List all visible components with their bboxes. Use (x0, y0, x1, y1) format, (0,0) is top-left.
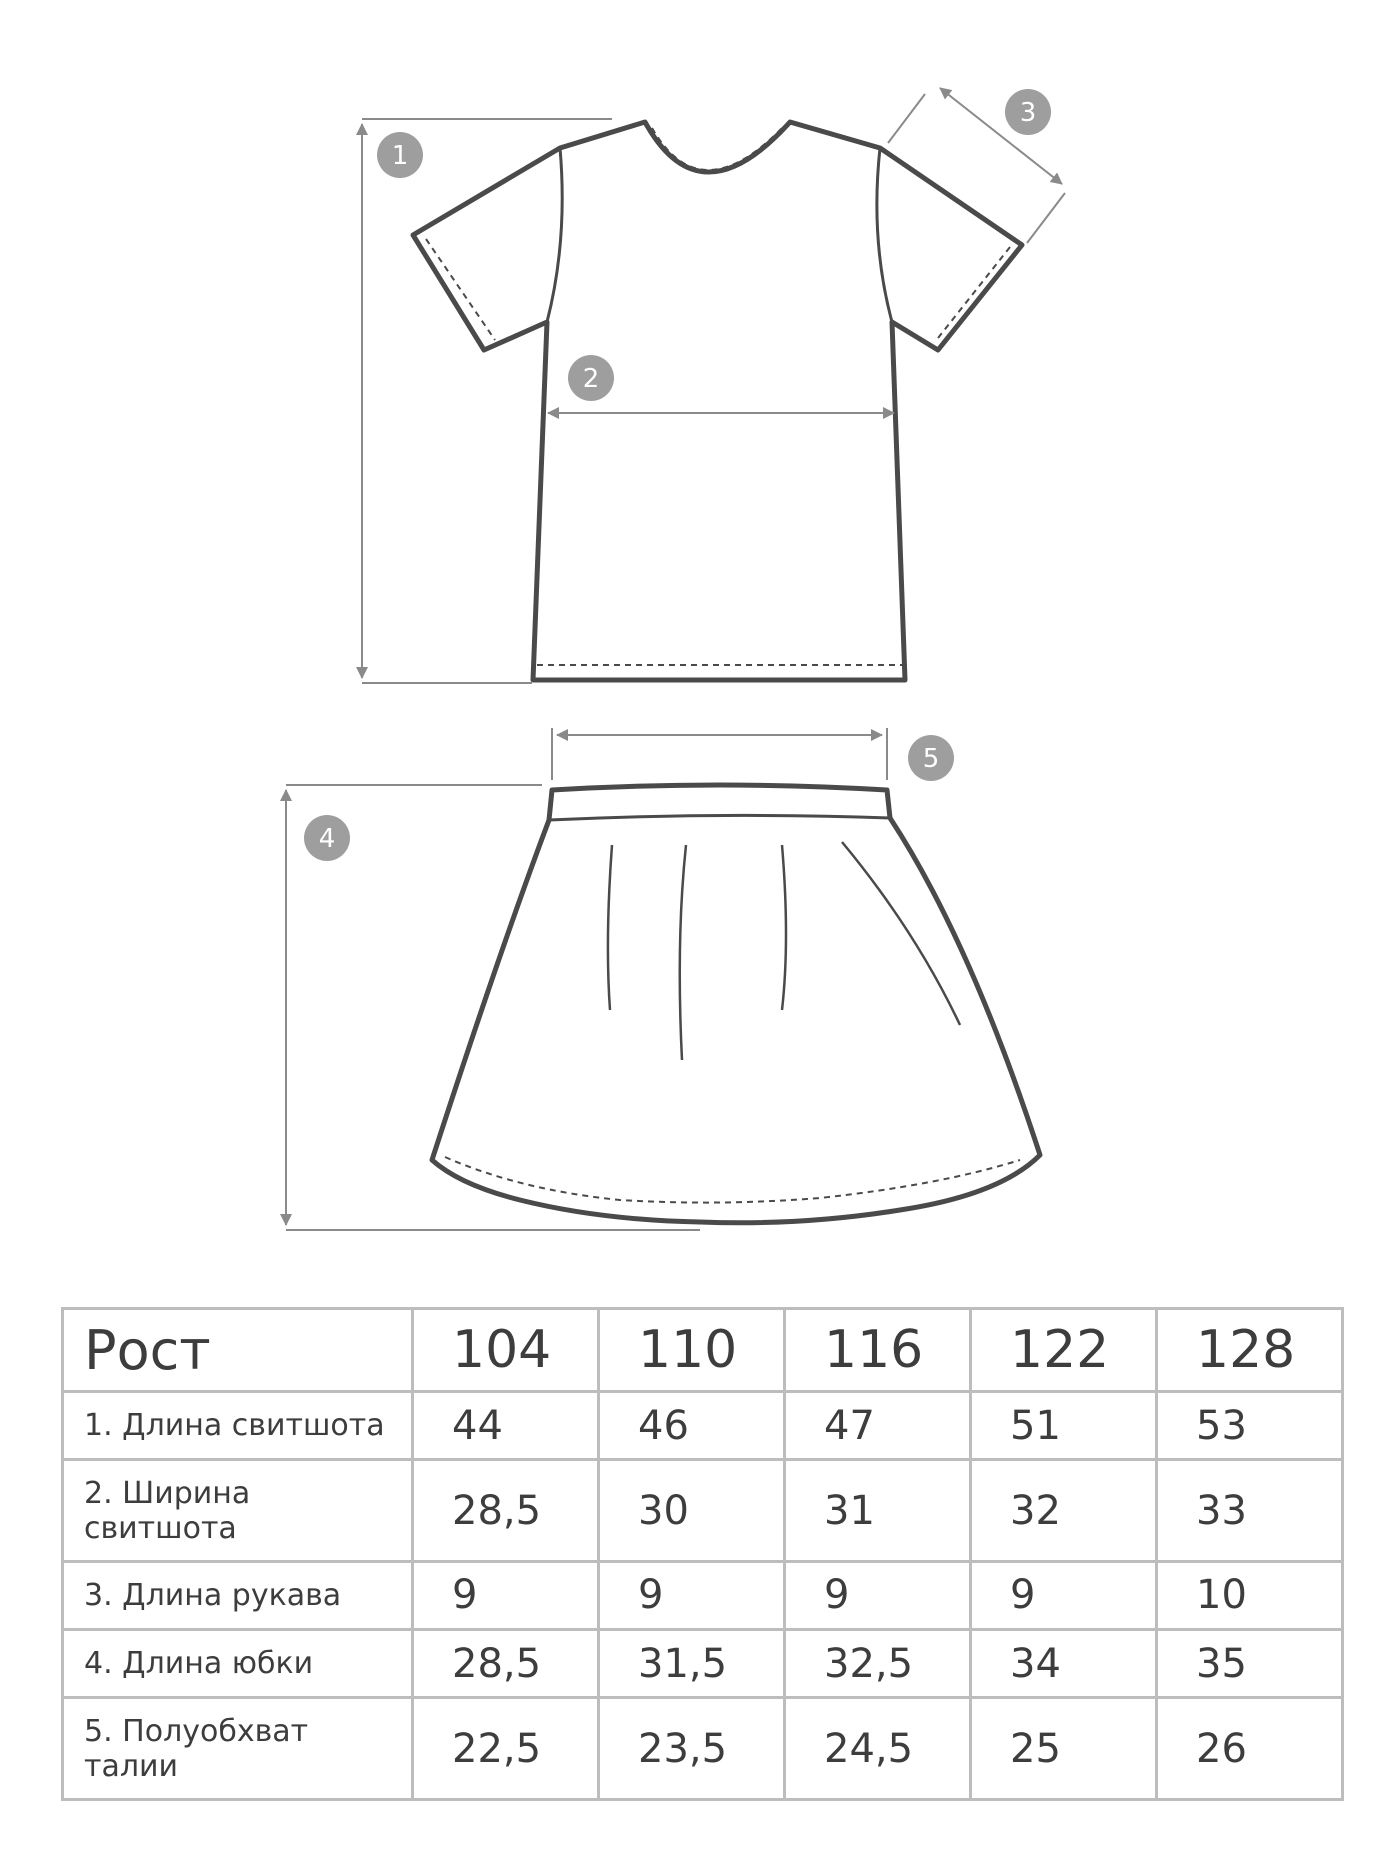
callout-3 (1005, 89, 1051, 135)
table-row (63, 1392, 1343, 1460)
skirt-drawing (432, 785, 1040, 1223)
measure-3-ext-bottom (1027, 193, 1065, 243)
svg-text:2: 2 (582, 364, 600, 394)
table-cell: 9 (599, 1561, 785, 1629)
table-cell: 53 (1157, 1392, 1343, 1460)
svg-text:5: 5 (922, 744, 940, 774)
measure-3-ext-top (888, 94, 925, 143)
table-cell: 47 (785, 1392, 971, 1460)
table-cell: 30 (599, 1460, 785, 1562)
table-cell: 35 (1157, 1630, 1343, 1698)
table-row (63, 1460, 1343, 1562)
callout-5 (908, 735, 954, 781)
table-cell: 33 (1157, 1460, 1343, 1562)
table-cell: 32,5 (785, 1630, 971, 1698)
table-cell: 46 (599, 1392, 785, 1460)
tshirt-outline (413, 122, 1022, 680)
table-row (63, 1698, 1343, 1800)
table-cell: 32 (971, 1460, 1157, 1562)
row-label: 3. Длина рукава (63, 1561, 413, 1629)
table-cell: 9 (785, 1561, 971, 1629)
size-header: 110 (599, 1309, 785, 1392)
table-row (63, 1630, 1343, 1698)
size-header: 128 (1157, 1309, 1343, 1392)
table-cell: 31,5 (599, 1630, 785, 1698)
table-cell: 26 (1157, 1698, 1343, 1800)
table-cell: 9 (971, 1561, 1157, 1629)
callout-1 (377, 132, 423, 178)
row-label: 4. Длина юбки (63, 1630, 413, 1698)
size-header: 122 (971, 1309, 1157, 1392)
table-cell: 9 (413, 1561, 599, 1629)
table-cell: 22,5 (413, 1698, 599, 1800)
svg-text:1: 1 (391, 141, 409, 171)
table-cell: 25 (971, 1698, 1157, 1800)
svg-text:4: 4 (318, 824, 336, 854)
table-cell: 28,5 (413, 1460, 599, 1562)
table-cell: 10 (1157, 1561, 1343, 1629)
table-cell: 31 (785, 1460, 971, 1562)
size-header: 116 (785, 1309, 971, 1392)
table-header-row (63, 1309, 1343, 1392)
size-table (61, 1307, 1344, 1801)
table-cell: 44 (413, 1392, 599, 1460)
row-label: 5. Полуобхват талии (63, 1698, 413, 1800)
row-label: 2. Ширина свитшота (63, 1460, 413, 1562)
table-cell: 51 (971, 1392, 1157, 1460)
svg-text:3: 3 (1019, 98, 1037, 128)
table-cell: 34 (971, 1630, 1157, 1698)
table-cell: 24,5 (785, 1698, 971, 1800)
height-header-label: Рост (63, 1309, 413, 1392)
callout-4 (304, 815, 350, 861)
table-cell: 28,5 (413, 1630, 599, 1698)
size-header: 104 (413, 1309, 599, 1392)
callout-2 (568, 355, 614, 401)
row-label: 1. Длина свитшота (63, 1392, 413, 1460)
table-row (63, 1561, 1343, 1629)
tshirt-drawing (413, 122, 1022, 680)
table-cell: 23,5 (599, 1698, 785, 1800)
